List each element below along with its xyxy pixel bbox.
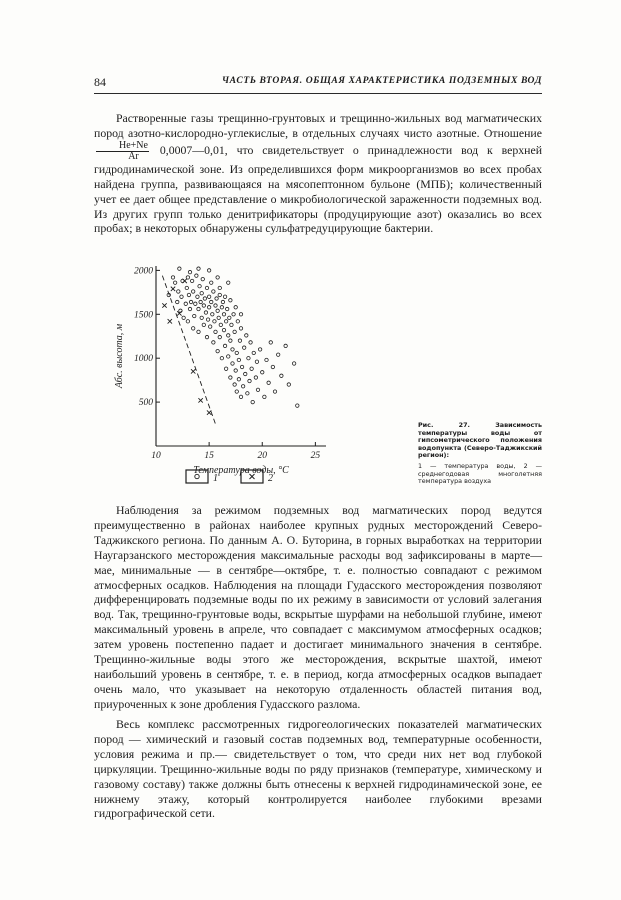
data-point-water-temperature bbox=[227, 334, 230, 337]
paragraph-conclusion: Весь комплекс рассмотренных гидрогеологических показателей магматических пород — химический и газовый состав подземных вод, температурные особенности, условия режима и пр.— свидетельствует о том, что среди них нет вод глубокой циркуляции. Трещинно-жильные воды по ряду признаков (температуре, химическому и газовому составу) также должны быть отнесены к верхней гидродинамической зоне, ее нижнему этажу, который контролируется наиболее глубокими врезами гидрографической сети. bbox=[94, 717, 542, 821]
gas-ratio-fraction bbox=[96, 141, 149, 162]
data-point-water-temperature bbox=[210, 281, 213, 284]
legend-label: 2 bbox=[268, 473, 273, 484]
data-point-water-temperature bbox=[247, 356, 250, 359]
running-head: ЧАСТЬ ВТОРАЯ. ОБЩАЯ ХАРАКТЕРИСТИКА ПОДЗЕМНЫХ ВОД bbox=[221, 75, 542, 86]
data-point-water-temperature bbox=[197, 330, 200, 333]
data-point-water-temperature bbox=[249, 341, 252, 344]
y-tick-label: 1000 bbox=[134, 354, 153, 365]
data-point-water-temperature bbox=[269, 341, 272, 344]
data-point-water-temperature bbox=[236, 320, 239, 323]
data-point-water-temperature bbox=[231, 362, 234, 365]
data-point-water-temperature bbox=[202, 323, 205, 326]
data-point-water-temperature bbox=[184, 302, 187, 305]
data-point-water-temperature bbox=[186, 320, 189, 323]
data-point-water-temperature bbox=[198, 284, 201, 287]
y-tick-label: 2000 bbox=[134, 266, 153, 277]
data-point-water-temperature bbox=[229, 339, 232, 342]
data-point-water-temperature bbox=[201, 277, 204, 280]
data-point-water-temperature bbox=[296, 404, 299, 407]
data-point-water-temperature bbox=[180, 295, 183, 298]
page-header bbox=[94, 75, 542, 91]
data-point-water-temperature bbox=[205, 335, 208, 338]
paragraph-gases bbox=[94, 111, 542, 236]
data-point-water-temperature bbox=[232, 313, 235, 316]
data-point-water-temperature bbox=[267, 381, 270, 384]
data-point-water-temperature bbox=[240, 365, 243, 368]
data-point-water-temperature bbox=[204, 311, 207, 314]
y-tick-label: 500 bbox=[138, 398, 153, 409]
data-point-water-temperature bbox=[191, 327, 194, 330]
data-point-water-temperature bbox=[234, 306, 237, 309]
data-point-water-temperature bbox=[203, 297, 206, 300]
data-point-water-temperature bbox=[207, 306, 210, 309]
data-point-water-temperature bbox=[239, 313, 242, 316]
data-point-water-temperature bbox=[239, 327, 242, 330]
data-point-water-temperature bbox=[224, 320, 227, 323]
data-point-water-temperature bbox=[200, 292, 203, 295]
data-point-water-temperature bbox=[189, 300, 192, 303]
data-point-water-temperature bbox=[194, 302, 197, 305]
data-point-water-temperature bbox=[214, 304, 217, 307]
data-point-water-temperature bbox=[188, 270, 191, 273]
data-point-water-temperature bbox=[178, 267, 181, 270]
header-rule bbox=[94, 93, 542, 94]
data-point-water-temperature bbox=[207, 295, 210, 298]
data-point-water-temperature bbox=[245, 334, 248, 337]
data-point-water-temperature bbox=[234, 369, 237, 372]
data-point-water-temperature bbox=[182, 316, 185, 319]
data-point-water-temperature bbox=[237, 358, 240, 361]
data-point-water-temperature bbox=[271, 365, 274, 368]
figure-27 bbox=[94, 262, 542, 498]
data-point-air-temperature bbox=[191, 369, 195, 373]
data-point-air-temperature bbox=[162, 303, 166, 307]
data-point-water-temperature bbox=[223, 344, 226, 347]
data-point-water-temperature bbox=[191, 290, 194, 293]
data-point-water-temperature bbox=[212, 290, 215, 293]
data-point-water-temperature bbox=[237, 378, 240, 381]
scatter-plot bbox=[94, 262, 414, 498]
data-point-air-temperature bbox=[171, 287, 175, 291]
data-point-water-temperature bbox=[200, 316, 203, 319]
data-point-water-temperature bbox=[222, 328, 225, 331]
data-point-water-temperature bbox=[210, 300, 213, 303]
data-point-air-temperature bbox=[168, 319, 172, 323]
data-point-water-temperature bbox=[197, 307, 200, 310]
y-tick-label: 1500 bbox=[134, 310, 153, 321]
x-axis-label: Температура воды, °С bbox=[193, 465, 289, 476]
data-point-water-temperature bbox=[220, 356, 223, 359]
data-point-air-temperature bbox=[182, 279, 186, 283]
data-point-water-temperature bbox=[263, 395, 266, 398]
caption-legend: 1 — температура воды, 2 — среднегодовая многолетняя температура воздуха bbox=[418, 461, 542, 486]
data-point-water-temperature bbox=[216, 309, 219, 312]
data-point-water-temperature bbox=[196, 295, 199, 298]
data-point-water-temperature bbox=[211, 313, 214, 316]
data-point-water-temperature bbox=[227, 281, 230, 284]
figure-caption bbox=[418, 422, 542, 486]
data-point-water-temperature bbox=[229, 376, 232, 379]
data-point-water-temperature bbox=[254, 376, 257, 379]
data-point-water-temperature bbox=[224, 367, 227, 370]
data-point-water-temperature bbox=[177, 290, 180, 293]
data-point-water-temperature bbox=[220, 306, 223, 309]
legend-label: 1 bbox=[213, 473, 218, 484]
fraction-numerator: He+Ne bbox=[96, 141, 149, 152]
data-point-water-temperature bbox=[195, 274, 198, 277]
data-point-water-temperature bbox=[228, 316, 231, 319]
paragraph-gases-start: Растворенные газы трещинно-грунтовых и трещинно-жильных вод магматических пород азотно-кислородно-углекислые, в отдельных случаях чисто азотные. Отношение bbox=[94, 111, 542, 140]
data-point-water-temperature bbox=[251, 400, 254, 403]
caption-title: Рис. 27. Зависимость температуры воды от гипсометрического положения водопункта (Северо-Таджикский регион): bbox=[418, 421, 542, 460]
data-point-water-temperature bbox=[252, 351, 255, 354]
data-point-water-temperature bbox=[190, 279, 193, 282]
data-point-water-temperature bbox=[213, 320, 216, 323]
data-point-water-temperature bbox=[185, 286, 188, 289]
data-point-water-temperature bbox=[219, 323, 222, 326]
data-point-water-temperature bbox=[233, 383, 236, 386]
data-point-water-temperature bbox=[176, 300, 179, 303]
data-point-water-temperature bbox=[287, 383, 290, 386]
x-tick-label: 10 bbox=[151, 451, 161, 461]
data-point-water-temperature bbox=[217, 316, 220, 319]
data-point-water-temperature bbox=[248, 379, 251, 382]
data-point-water-temperature bbox=[212, 341, 215, 344]
paragraph-gases-end: 0,0007—0,01, что свидетельствует о принадлежности вод к верхней гидродинамической зоне. Из определившихся форм микроорганизмов во всех пробах найдена группа, развивающаяся на мясопептонном бульоне (МПБ); количественный учет ее дает общее представление о микробиологической зараженности подземных вод. Из других групп только денитрификаторы (продуцирующие азот) оказались во всех пробах; в некоторых обнаружены сульфатредуцирующие бактерии. bbox=[94, 143, 543, 236]
data-point-water-temperature bbox=[256, 388, 259, 391]
data-point-water-temperature bbox=[265, 358, 268, 361]
data-point-water-temperature bbox=[231, 348, 234, 351]
x-tick-label: 25 bbox=[310, 451, 321, 461]
data-point-water-temperature bbox=[187, 293, 190, 296]
page-number: 84 bbox=[94, 75, 106, 89]
fraction-denominator: Ar bbox=[128, 150, 139, 162]
data-point-water-temperature bbox=[218, 335, 221, 338]
data-point-water-temperature bbox=[235, 390, 238, 393]
data-point-water-temperature bbox=[284, 344, 287, 347]
data-point-water-temperature bbox=[215, 297, 218, 300]
x-tick-label: 20 bbox=[257, 451, 267, 461]
data-point-water-temperature bbox=[239, 395, 242, 398]
data-point-water-temperature bbox=[225, 307, 228, 310]
data-point-water-temperature bbox=[218, 293, 221, 296]
data-point-water-temperature bbox=[242, 346, 245, 349]
data-point-water-temperature bbox=[255, 360, 258, 363]
paragraph-regime: Наблюдения за режимом подземных вод магматических пород ведутся преимущественно в районах наиболее крупных рудных месторождений Северо-Таджикского региона. По данным А. О. Буторина, в горных выработках на территории Наугарзанского месторождения максимальные расходы вод зафиксированы в марте—мае, минимальные — в сентябре—октябре, т. е. полностью совпадают с режимом атмосферных осадков. Наблюдения на площади Гудасского месторождения позволяют дифференцировать подземные воды по их режиму в зависимости от условий залегания вод. Так, трещинно-грунтовые воды, вскрытые шурфами на небольшой глубине, имеют максимальный уровень в апреле, что совпадает с максимумом атмосферных осадков; затем уровень постепенно падает и достигает минимального значения в сентябре. Трещинно-жильные воды этого же месторождения, вскрытые шахтой, имеют наибольший уровень в сентябре, т. е. в период, когда атмосферных осадков выпадает очень мало, что указывает на некоторую отдаленность областей питания вод, приуроченных к зоне дробления Гудасского разлома. bbox=[94, 503, 542, 711]
data-point-water-temperature bbox=[235, 351, 238, 354]
data-point-water-temperature bbox=[171, 276, 174, 279]
data-point-water-temperature bbox=[193, 314, 196, 317]
data-point-water-temperature bbox=[206, 318, 209, 321]
data-point-water-temperature bbox=[238, 339, 241, 342]
data-point-air-temperature bbox=[207, 410, 211, 414]
data-point-water-temperature bbox=[216, 349, 219, 352]
data-point-water-temperature bbox=[223, 295, 226, 298]
data-point-water-temperature bbox=[233, 330, 236, 333]
data-point-water-temperature bbox=[246, 392, 249, 395]
data-point-water-temperature bbox=[230, 323, 233, 326]
data-point-water-temperature bbox=[214, 330, 217, 333]
data-point-water-temperature bbox=[261, 371, 264, 374]
data-point-water-temperature bbox=[202, 304, 205, 307]
data-point-water-temperature bbox=[216, 276, 219, 279]
data-point-water-temperature bbox=[258, 348, 261, 351]
data-point-water-temperature bbox=[188, 307, 191, 310]
data-point-water-temperature bbox=[276, 353, 279, 356]
y-axis-label: Абс. высота, м bbox=[114, 323, 125, 389]
data-point-water-temperature bbox=[280, 374, 283, 377]
data-point-water-temperature bbox=[221, 300, 224, 303]
data-point-water-temperature bbox=[197, 267, 200, 270]
data-point-water-temperature bbox=[205, 286, 208, 289]
data-point-water-temperature bbox=[218, 286, 221, 289]
data-point-water-temperature bbox=[250, 367, 253, 370]
x-tick-label: 15 bbox=[204, 451, 214, 461]
data-point-water-temperature bbox=[292, 362, 295, 365]
data-point-water-temperature bbox=[227, 355, 230, 358]
data-point-water-temperature bbox=[273, 390, 276, 393]
data-point-water-temperature bbox=[222, 313, 225, 316]
data-point-water-temperature bbox=[208, 325, 211, 328]
data-point-water-temperature bbox=[241, 385, 244, 388]
data-point-water-temperature bbox=[199, 300, 202, 303]
data-point-water-temperature bbox=[173, 281, 176, 284]
data-point-water-temperature bbox=[229, 299, 232, 302]
data-point-air-temperature bbox=[198, 398, 202, 402]
data-point-water-temperature bbox=[207, 269, 210, 272]
data-point-water-temperature bbox=[244, 372, 247, 375]
